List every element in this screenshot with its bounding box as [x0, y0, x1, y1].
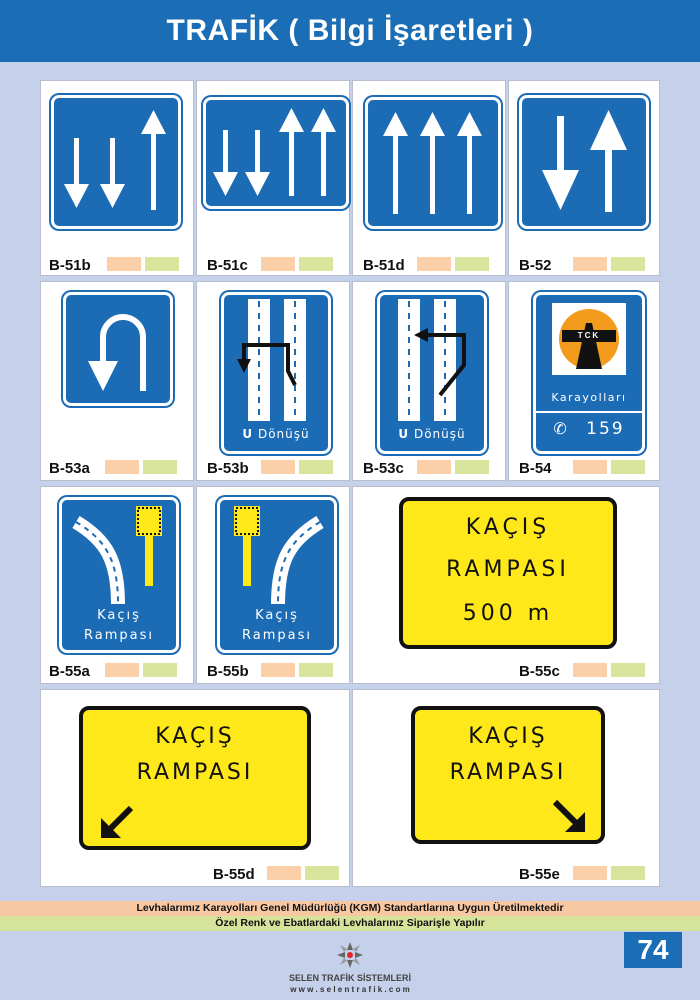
- sign-code: B-51b: [49, 257, 91, 274]
- sign-line-2: RAMPASI: [446, 557, 570, 582]
- color-swatch-peach: [105, 460, 139, 474]
- sign-line-3: 500 m: [462, 601, 554, 626]
- color-swatch-peach: [261, 663, 295, 677]
- sign-code: B-55c: [519, 663, 560, 680]
- footer-standards-note: Levhalarımız Karayolları Genel Müdürlüğü (KGM) Standartlarına Uygun Üretilmektedir: [0, 901, 700, 916]
- page-header: [0, 0, 700, 62]
- sign-code: B-51d: [363, 257, 405, 274]
- sign-card-b55a: [40, 486, 194, 684]
- color-swatch-green: [611, 866, 645, 880]
- color-swatch-green: [305, 866, 339, 880]
- page-title: TRAFİK ( Bilgi İşaretleri ): [166, 14, 534, 47]
- company-name: SELEN TRAFİK SİSTEMLERİ: [288, 973, 411, 983]
- color-swatch-peach: [417, 257, 451, 271]
- sign-code: B-55d: [213, 866, 255, 883]
- sign-code: B-52: [519, 257, 552, 274]
- color-swatch-peach: [267, 866, 301, 880]
- phone-box: [536, 411, 642, 413]
- color-swatch-green: [611, 257, 645, 271]
- sign-code: B-55e: [519, 866, 560, 883]
- sign-b53c: [377, 292, 487, 454]
- tck-logo: [552, 303, 626, 375]
- color-swatch-green: [143, 663, 177, 677]
- footer-order-note: Özel Renk ve Ebatlardaki Levhalarınız Siparişle Yapılır: [0, 916, 700, 931]
- road-u-turn-right-icon: [380, 295, 484, 425]
- sign-caption-text: Dönüşü: [413, 427, 466, 441]
- sign-card-b53a: [40, 281, 194, 481]
- sign-card-b55e: [352, 689, 660, 887]
- sign-org-text: Karayolları: [551, 391, 627, 404]
- company-website: w w w . s e l e n t r a f i k . c o m: [290, 985, 410, 994]
- sign-line-2: Rampası: [242, 628, 312, 643]
- sign-b54: [533, 292, 645, 454]
- sign-code: B-53b: [207, 460, 249, 477]
- arrows-up-up-up-icon: [368, 100, 498, 226]
- color-swatch-green: [299, 257, 333, 271]
- sign-code: B-54: [519, 460, 552, 477]
- u-letter-icon: U: [398, 427, 410, 441]
- sign-caption: [224, 427, 328, 441]
- sign-card-b51d: [352, 80, 506, 276]
- sign-b55b: [217, 497, 337, 653]
- sign-line-2: Rampası: [84, 628, 154, 643]
- escape-ramp-left-icon: [62, 500, 176, 604]
- color-swatch-peach: [573, 257, 607, 271]
- sign-b51d: [365, 97, 501, 229]
- sign-b53a: [63, 292, 173, 406]
- color-swatch-green: [143, 460, 177, 474]
- sign-code: B-53a: [49, 460, 90, 477]
- phone-row: [536, 419, 642, 439]
- color-swatch-peach: [573, 460, 607, 474]
- arrows-down-down-up-up-icon: [206, 100, 346, 206]
- sign-b51b: [51, 95, 181, 229]
- color-swatch-green: [145, 257, 179, 271]
- page-number: 74: [624, 932, 682, 968]
- u-turn-arrow-icon: [66, 295, 170, 403]
- color-swatch-peach: [573, 866, 607, 880]
- arrow-down-right-icon: [549, 796, 589, 836]
- phone-icon: ✆: [553, 419, 569, 438]
- color-swatch-peach: [261, 257, 295, 271]
- sign-b55e: [411, 706, 605, 844]
- color-swatch-peach: [261, 460, 295, 474]
- sign-line-2: RAMPASI: [449, 760, 567, 785]
- color-swatch-peach: [105, 663, 139, 677]
- sign-card-b55b: [196, 486, 350, 684]
- color-swatch-green: [299, 460, 333, 474]
- color-swatch-peach: [573, 663, 607, 677]
- arrows-down-down-up-icon: [54, 98, 178, 226]
- color-swatch-green: [299, 663, 333, 677]
- u-letter-icon: U: [242, 427, 254, 441]
- sign-b55a: [59, 497, 179, 653]
- sign-line-2: RAMPASI: [136, 760, 254, 785]
- sign-card-b55d: [40, 689, 350, 887]
- sign-caption-text: Dönüşü: [257, 427, 310, 441]
- sign-line-1: KAÇIŞ: [468, 724, 548, 749]
- sign-caption: [380, 427, 484, 441]
- sign-line-1: Kaçış: [97, 608, 141, 623]
- arrow-down-left-icon: [97, 802, 137, 842]
- sign-card-b53b: [196, 281, 350, 481]
- sign-card-b54: [508, 281, 660, 481]
- phone-number: 159: [586, 419, 625, 439]
- color-swatch-green: [455, 257, 489, 271]
- sign-b51c: [203, 97, 349, 209]
- sign-code: B-53c: [363, 460, 404, 477]
- company-logo-icon: [333, 938, 367, 972]
- color-swatch-peach: [107, 257, 141, 271]
- two-way-arrows-icon: [522, 98, 646, 226]
- sign-card-b52: [508, 80, 660, 276]
- sign-b53b: [221, 292, 331, 454]
- color-swatch-peach: [417, 460, 451, 474]
- escape-ramp-right-icon: [220, 500, 334, 604]
- sign-card-b53c: [352, 281, 506, 481]
- tck-logo-text: TCK: [577, 331, 601, 340]
- sign-code: B-55a: [49, 663, 90, 680]
- sign-card-b51c: [196, 80, 350, 276]
- sign-code: B-51c: [207, 257, 248, 274]
- sign-b55d: [79, 706, 311, 850]
- sign-b52: [519, 95, 649, 229]
- color-swatch-green: [455, 460, 489, 474]
- color-swatch-green: [611, 663, 645, 677]
- sign-line-1: KAÇIŞ: [155, 724, 235, 749]
- sign-b55c: [399, 497, 617, 649]
- sign-line-1: KAÇIŞ: [465, 515, 551, 540]
- sign-card-b51b: [40, 80, 194, 276]
- sign-code: B-55b: [207, 663, 249, 680]
- sign-card-b55c: [352, 486, 660, 684]
- sign-line-1: Kaçış: [255, 608, 299, 623]
- color-swatch-green: [611, 460, 645, 474]
- road-u-turn-left-icon: [224, 295, 328, 425]
